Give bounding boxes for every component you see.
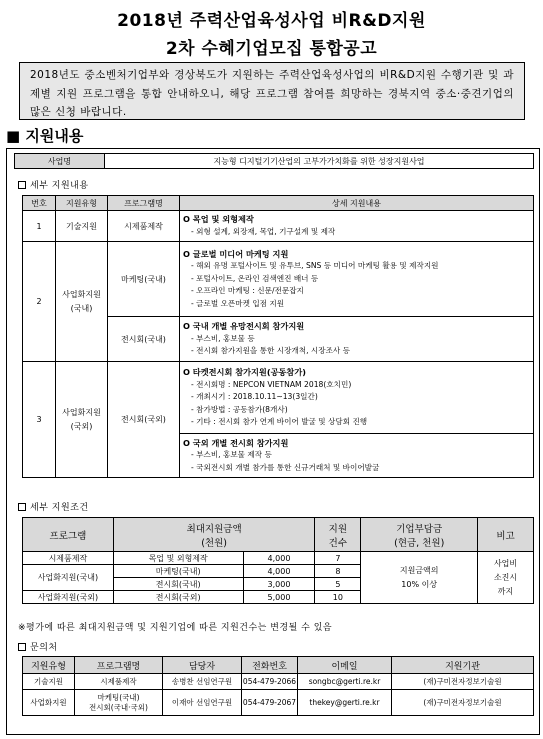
row-number: 1 (23, 211, 56, 242)
cond-item: 마케팅(국내) (113, 565, 243, 578)
detail-item-line: - 외형 설계, 외장재, 목업, 기구설계 및 제작 (191, 227, 336, 236)
cond-item: 전시회(국외) (113, 591, 243, 604)
title-line-1: 2018년 주력산업육성사업 비R&D지원 (117, 11, 426, 31)
cond-item: 전시회(국내) (113, 578, 243, 591)
row-program: 시제품제작 (108, 211, 180, 242)
row-number: 3 (23, 362, 56, 478)
row-details (180, 362, 534, 434)
notice-text: ※평가에 따른 최대지원금액 및 지원기업에 따른 지원건수는 변경될 수 있음 (18, 623, 333, 633)
cond-program: 사업화지원(국내) (23, 565, 114, 591)
contact-header: 지원유형 (23, 657, 75, 674)
row-details (180, 317, 534, 362)
row-type: 기술지원 (56, 211, 108, 242)
project-value: 지능형 디지털기기산업의 고부가가치화를 위한 성장지원사업 (105, 154, 534, 169)
contact-email[interactable]: songbc@gerti.re.kr (298, 674, 392, 690)
contact-heading-text: 문의처 (30, 643, 58, 653)
cond-count: 8 (315, 565, 361, 578)
row-type: 사업화지원 (국외) (56, 362, 108, 478)
detail-item-line: - 전시회 참가지원을 통한 시장개척, 시장조사 등 (191, 346, 351, 356)
cond-amount: 4,000 (243, 565, 315, 578)
conditions-heading (18, 500, 89, 513)
section-title: ■ 지원내용 (6, 127, 84, 145)
conditions-header: 프로그램 (23, 518, 114, 552)
title-line-2: 2차 수혜기업모집 통합공고 (165, 39, 378, 59)
row-program: 전시회(국내) (108, 317, 180, 362)
cond-burden: 지원금액의 10% 이상 (361, 552, 478, 604)
detail-header: 지원유형 (56, 196, 108, 211)
cond-amount: 5,000 (243, 591, 315, 604)
checkbox-icon (18, 181, 26, 189)
contact-program: 마케팅(국내) 전시회(국내·국외) (75, 690, 163, 716)
conditions-header: 최대지원금액 (천원) (113, 518, 315, 552)
contact-org: (재)구미전자정보기술원 (392, 690, 534, 716)
detail-item-line: - 포털사이트, 온라인 검색엔진 배너 등 (191, 273, 319, 283)
detail-item-line: - 오프라인 마케팅 : 신문/전문잡지 (191, 286, 304, 296)
detail-item-heading: O 타켓전시회 참가지원(공동참가) (183, 367, 306, 378)
intro-box: 2018년도 중소벤처기업부와 경상북도가 지원하는 주력산업육성사업의 비R&D지원 수행기관 및 과제별 지원 프로그램을 통합 안내하오니, 해당 프로그램 참여를 희망하는 경북지역 중소·중견기업의 많은 신청 바랍니다. (19, 62, 525, 120)
detail-header: 번호 (23, 196, 56, 211)
checkbox-icon (18, 503, 26, 511)
detail-item-line: - 참가방법 : 공동참가(8개사) (191, 404, 288, 414)
detail-item-line: - 글로벌 오픈마켓 입점 지원 (191, 298, 285, 308)
row-number: 2 (23, 242, 56, 362)
conditions-header: 비고 (478, 518, 534, 552)
cond-amount: 3,000 (243, 578, 315, 591)
detail-item-line: - 개최시기 : 2018.10.11~13(3일간) (191, 392, 318, 402)
project-table (14, 153, 534, 169)
detail-item-line: - 국외전시회 개별 참가를 통한 신규거래처 및 바이어발굴 (191, 462, 380, 472)
conditions-table (22, 517, 534, 604)
row-details (180, 211, 534, 242)
detail-item-heading: O 글로벌 미디어 마케팅 지원 (183, 248, 289, 259)
detail-item-line: - 부스비, 홍보물 등 (191, 333, 255, 343)
cond-count: 5 (315, 578, 361, 591)
contact-program: 시제품제작 (75, 674, 163, 690)
contact-phone: 054-479-2067 (242, 690, 298, 716)
row-program: 마케팅(국내) (108, 242, 180, 317)
cond-count: 7 (315, 552, 361, 565)
row-program: 전시회(국외) (108, 362, 180, 478)
cond-program: 사업화지원(국외) (23, 591, 114, 604)
cond-amount: 4,000 (243, 552, 315, 565)
project-label: 사업명 (15, 154, 105, 169)
row-details (180, 434, 534, 478)
checkbox-icon (18, 643, 26, 651)
cond-count: 10 (315, 591, 361, 604)
row-details (180, 242, 534, 317)
detail-item-line: - 기타 : 전시회 참가 연계 바이어 발굴 및 상담회 진행 (191, 417, 368, 427)
contact-header: 지원기관 (392, 657, 534, 674)
contact-person: 이재아 선임연구원 (163, 690, 242, 716)
detail-item-line: - 부스비, 홍보물 제작 등 (191, 450, 272, 460)
contact-type: 사업화지원 (23, 690, 75, 716)
contact-header: 전화번호 (242, 657, 298, 674)
detail-item-heading: O 국외 개별 전시회 참가지원 (183, 437, 289, 448)
cond-item: 목업 및 외형제작 (113, 552, 243, 565)
detail-header: 상세 지원내용 (180, 196, 534, 211)
contact-table (22, 656, 534, 716)
detail-header: 프로그램명 (108, 196, 180, 211)
detail-item-line: - 해외 유명 포털사이트 및 유투브, SNS 등 미디어 마케팅 활용 및 제작지원 (191, 261, 439, 271)
contact-person: 송병찬 선임연구원 (163, 674, 242, 690)
conditions-header: 지원 건수 (315, 518, 361, 552)
detail-heading (18, 178, 89, 191)
row-type: 사업화지원 (국내) (56, 242, 108, 362)
contact-type: 기술지원 (23, 674, 75, 690)
detail-item-heading: O 목업 및 외형제작 (183, 214, 254, 225)
detail-heading-text: 세부 지원내용 (30, 181, 89, 191)
contact-heading (18, 640, 58, 653)
conditions-header: 기업부담금 (현금, 천원) (361, 518, 478, 552)
cond-program: 시제품제작 (23, 552, 114, 565)
conditions-heading-text: 세부 지원조건 (30, 503, 89, 513)
detail-table (22, 195, 534, 478)
contact-org: (재)구미전자정보기술원 (392, 674, 534, 690)
contact-header: 프로그램명 (75, 657, 163, 674)
contact-phone: 054-479-2066 (242, 674, 298, 690)
contact-header: 이메일 (298, 657, 392, 674)
contact-header: 담당자 (163, 657, 242, 674)
cond-note: 사업비 소진시 까지 (478, 552, 534, 604)
contact-email[interactable]: thekey@gerti.re.kr (298, 690, 392, 716)
detail-item-line: - 전시회명 : NEPCON VIETNAM 2018(호치민) (191, 379, 352, 389)
detail-item-heading: O 국내 개별 유망전시회 참가지원 (183, 321, 305, 332)
